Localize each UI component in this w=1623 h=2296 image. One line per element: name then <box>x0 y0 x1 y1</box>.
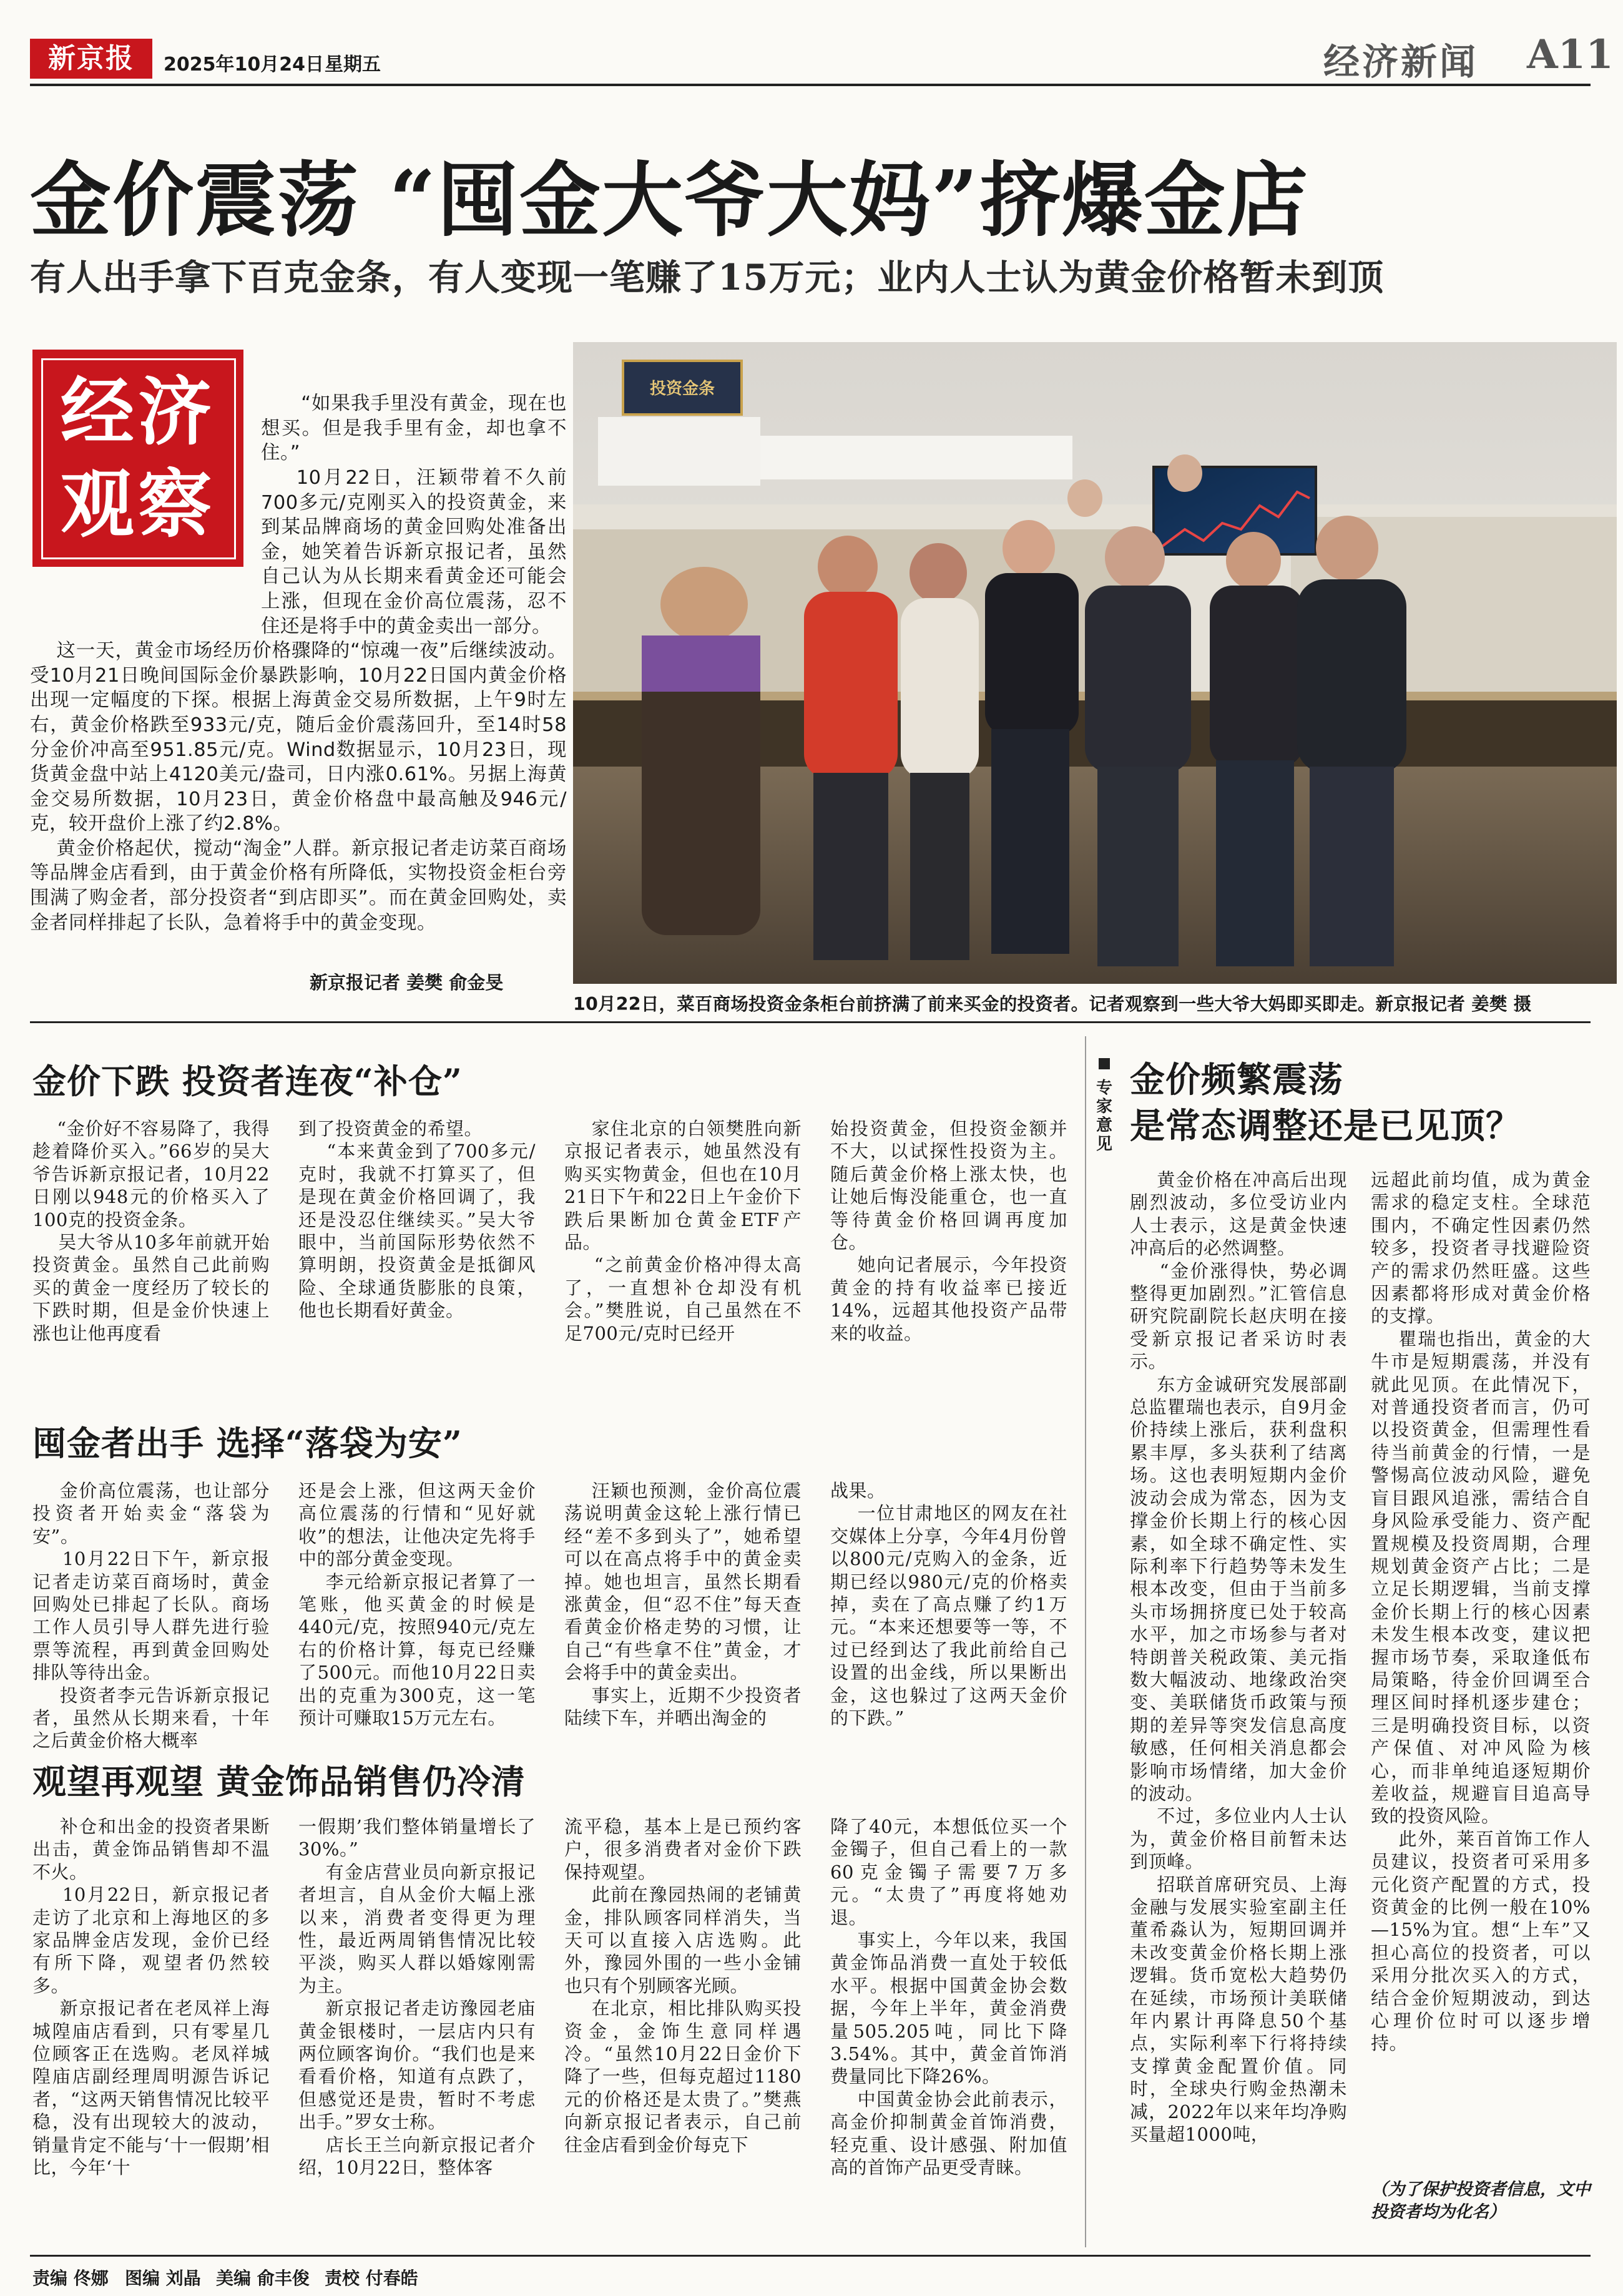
section2-col1: 金价高位震荡，也让部分投资者开始卖金“落袋为安”。 10月22日下午，新京报记者走访菜百商场时，黄金回购处已排起了长队。商场工作人员引导人群先进行验票等流程，再到黄金回购处排队等待出金。 投资者李元告诉新京报记者，虽然从长期来看，十年之后黄金价格大概率 <box>32 1480 270 1752</box>
masthead <box>0 0 1623 81</box>
lead-byline: 新京报记者 姜樊 俞金旻 <box>310 972 504 993</box>
main-headline: 金价震荡 “囤金大爷大妈”挤爆金店 <box>30 152 1309 248</box>
section2-col2: 还是会上涨，但这两天金价高位震荡的行情和“见好就收”的想法，让他决定先将手中的部分黄金变现。 李元给新京报记者算了一笔账，他买黄金的时候是440元/克，按照940元/克左右的价格计算，每克已经赚了500元。而他10月22日卖出的克重为300克，这一笔预计可赚取15万元左右。 <box>298 1480 536 1729</box>
footer-rule <box>30 2255 1591 2257</box>
photo-caption: 10月22日，菜百商场投资金条柜台前挤满了前来买金的投资者。记者观察到一些大爷大妈即买即走。新京报记者 姜樊 摄 <box>573 994 1532 1014</box>
section1-col4: 始投资黄金，但投资金额并不大，以试探性投资为主。随后黄金价格上涨太快，也让她后悔没能重仓，也一直等待黄金价格回调再度加仓。 她向记者展示，今年投资黄金的持有收益率已接近14%，远超其他投资产品带来的收益。 <box>830 1118 1067 1344</box>
section1-col1: “金价好不容易降了，我得趁着降价买入。”66岁的吴大爷告诉新京报记者，10月22日刚以948元的价格买入了100克的投资金条。 吴大爷从10多年前就开始投资黄金。虽然自己此前购买的黄金一度经历了较长的下跌时期，但是金价快速上涨也让他再度看 <box>32 1118 270 1344</box>
badge-line2: 观察 <box>60 461 215 547</box>
section3-col3: 流平稳，基本上是已预约客户，很多消费者对金价下跌保持观望。 此前在豫园热闹的老铺黄金，排队顾客同样消失，当天可以直接入店选购。此外，豫园外围的一些小金铺也只有个别顾客光顾。 在北京，相比排队购买投资金，金饰生意同样遇冷。“虽然10月22日金价下降了一些，但每克超过1180元的价格还是太贵了。”樊燕向新京报记者表示，自己前往金店看到金价每克下 <box>564 1816 802 2156</box>
section2-title: 囤金者出手 选择“落袋为安” <box>32 1423 463 1463</box>
section3-col4: 降了40元，本想低位买一个金镯子，但自己看上的一款60克金镯子需要7万多元。“太贵了”再度将她劝退。 事实上，今年以来，我国黄金饰品消费一直处于较低水平。根据中国黄金协会数据，今年上半年，黄金消费量505.205吨，同比下降3.54%。其中，黄金首饰消费量同比下降26%。 中国黄金协会此前表示，高金价抑制黄金首饰消费，轻克重、设计感强、附加值高的首饰产品更受青睐。 <box>830 1816 1067 2179</box>
footer-art-editor: 美编 俞丰俊 <box>216 2268 310 2289</box>
footer-editor: 责编 佟娜 <box>32 2268 109 2289</box>
photo-sign-text: 投资金条 <box>649 380 715 398</box>
section3-col2: 一假期’我们整体销量增长了30%。” 有金店营业员向新京报记者坦言，自从金价大幅上涨以来，消费者变得更为理性，最近两周销售情况比较平淡，购买人群以婚嫁刚需为主。 新京报记者走访豫园老庙黄金银楼时，一层店内只有两位顾客询价。“我们也是来看看价格，知道有点跌了，但感觉还是贵，暂时不考虑出手。”罗女士称。 店长王兰向新京报记者介绍，10月22日，整体客 <box>298 1816 536 2179</box>
footer-photo-editor: 图编 刘晶 <box>125 2268 201 2289</box>
section2-col3: 汪颖也预测，金价高位震荡说明黄金这轮上涨行情已经“差不多到头了”，她希望可以在高点将手中的黄金卖掉。她也坦言，虽然长期看涨黄金，但“忍不住”每天查看黄金价格走势的习惯，让自己“有些拿不住”黄金，才会将手中的黄金卖出。 事实上，近期不少投资者陆续下车，并晒出淘金的 <box>564 1480 802 1729</box>
expert-col1: 黄金价格在冲高后出现剧烈波动，多位受访业内人士表示，这是黄金快速冲高后的必然调整。 “金价涨得快，势必调整得更加剧烈。”汇管信息研究院副院长赵庆明在接受新京报记者采访时表示。 东方金诚研究发展部副总监瞿瑞也表示，自9月金价持续上涨后，获利盘积累丰厚，多头获利了结离场。这也表明短期内金价波动会成为常态，因为支撑金价长期上行的核心因素，如全球不确定性、实际利率下行趋势等未发生根本改变，但由于当前多头市场拥挤度已处于较高水平，加之市场参与者对特朗普关税政策、美元指数大幅波动、地缘政治突变、美联储货币政策与预期的差异等突发信息高度敏感，任何相关消息都会影响市场情绪，加大金价的波动。 不过，多位业内人士认为，黄金价格目前暂未达到顶峰。 招联首席研究员、上海金融与发展实验室副主任董希淼认为，短期回调并未改变黄金价格长期上涨逻辑。货币宽松大趋势仍在延续，市场预计美联储年内累计再降息50个基点，实际利率下行将持续支撑黄金配置价值。同时，全球央行购金热潮未减，2022年以来年均净购买量超1000吨， <box>1130 1169 1348 2146</box>
masthead-logo: 新京报 <box>30 39 152 79</box>
section1-col3: 家住北京的白领樊胜向新京报记者表示，她虽然没有购买实物黄金，但也在10月21日下午和22日上午金价下跌后果断加仓黄金ETF产品。 “之前黄金价格冲得太高了，一直想补仓却没有机会。”樊胜说，自己虽然在不足700元/克时已经开 <box>564 1118 802 1344</box>
masthead-page: A11 <box>1527 31 1614 78</box>
expert-title-line2: 是常态调整还是已见顶？ <box>1130 1106 1521 1147</box>
expert-col2: 远超此前均值，成为黄金需求的稳定支柱。全球范围内，不确定性因素仍然较多，投资者寻找避险资产的需求仍然旺盛。这些因素都将形成对黄金价格的支撑。 瞿瑞也指出，黄金的大牛市是短期震荡，并没有就此见顶。在此情况下，对普通投资者而言，仍可以投资黄金，但需理性看待当前黄金的行情，一是警惕高位波动风险，避免盲目跟风追涨，需结合自身风险承受能力、资产配置规模及投资周期，合理规划黄金资产占比；二是立足长期逻辑，当前支撑金价长期上行的核心因素未发生根本改变，建议把握市场节奏，采取逢低布局策略，待金价回调至合理区间时择机逐步建仓；三是明确投资目标，以资产保值、对冲风险为核心，而非单纯追逐短期价差收益，规避盲目追高导致的投资风险。 此外，莱百首饰工作人员建议，投资者可采用多元化资产配置的方式，投资黄金的比例一般在10%—15%为宜。想“上车”又担心高位的投资者，可以采用分批次买入的方式，结合金价短期波动，到达心理价位时可以逐步增持。 <box>1371 1169 1591 2054</box>
sub-headline: 有人出手拿下百克金条，有人变现一笔赚了15万元；业内人士认为黄金价格暂未到顶 <box>30 257 1385 298</box>
expert-title-line1: 金价频繁震荡 <box>1130 1059 1343 1101</box>
masthead-section: 经济新闻 <box>1323 41 1479 83</box>
badge-float <box>30 367 261 617</box>
section3-title: 观望再观望 黄金饰品销售仍冷清 <box>32 1762 526 1802</box>
expert-tag-marker <box>1099 1058 1110 1069</box>
section-divider-top <box>30 1021 1591 1023</box>
lead-article <box>30 342 567 991</box>
masthead-weekday: 星期五 <box>325 54 381 76</box>
section1-col2: 到了投资黄金的希望。 “本来黄金到了700多元/克时，我就不打算买了，但是现在黄金价格回调了，我还是没忍住继续买。”吴大爷眼中，当前国际形势依然不算明朗，投资黄金是抵御风险、全球通货膨胀的良策，他也长期看好黄金。 <box>298 1118 536 1322</box>
expert-vertical-rule <box>1085 1036 1086 2247</box>
badge-line1: 经济 <box>60 368 215 455</box>
section1-title: 金价下跌 投资者连夜“补仓” <box>32 1061 463 1101</box>
section2-col4: 战果。 一位甘肃地区的网友在社交媒体上分享，今年4月份曾以800元/克购入的金条，近期已经以980元/克的价格卖掉，卖在了高点赚了约1万元。“本来还想要等一等，不过已经到达了我此前给自己设置的出金线，所以果断出金，这也躲过了这两天金价的下跌。” <box>830 1480 1067 1729</box>
expert-tag: 专家意见 <box>1096 1079 1113 1154</box>
section3-col1: 补仓和出金的投资者果断出击，黄金饰品销售却不温不火。 10月22日，新京报记者走访了北京和上海地区的多家品牌金店发现，金价已经有所下降，观望者仍然较多。 新京报记者在老凤祥上海城隍庙店看到，只有零星几位顾客正在选购。老凤祥城隍庙店副经理周明源告诉记者，“这两天销售情况比较平稳，没有出现较大的波动，销量肯定不能与‘十一假期’相比，今年‘十 <box>32 1816 270 2179</box>
photo-scene <box>573 342 1617 984</box>
investor-name-note: （为了保护投资者信息，文中投资者均为化名） <box>1371 2180 1591 2222</box>
footer-proofreader: 责校 付春皓 <box>325 2268 418 2289</box>
news-photo <box>573 342 1617 984</box>
lead-text: “如果我手里没有黄金，现在也想买。但是我手里有金，却也拿不住。” 10月22日，汪颖带着不久前700多元/克刚买入的投资黄金，来到某品牌商场的黄金回购处准备出金，她笑着告诉新京报记者，虽然自己认为从长期来看黄金还可能会上涨，但现在金价高位震荡，忍不住还是将手中的黄金卖出一部分。 这一天，黄金市场经历价格骤降的“惊魂一夜”后继续波动。受10月21日晚间国际金价暴跌影响，10月22日国内黄金价格出现一定幅度的下探。根据上海黄金交易所数据，上午9时左右，黄金价格跌至933元/克，随后金价震荡回升，至14时58分金价冲高至951.85元/克。Wind数据显示，10月23日，现货黄金盘中站上4120美元/盎司，日内涨0.61%。另据上海黄金交易所数据，10月23日，黄金价格盘中最高触及946元/克，较开盘价上涨了约2.8%。 黄金价格起伏，搅动“淘金”人群。新京报记者走访菜百商场等品牌金店看到，由于黄金价格有所降低，实物投资金柜台旁围满了购金者，部分投资者“到店即买”。而在黄金回购处，卖金者同样排起了长队，急着将手中的黄金变现。 <box>30 393 567 934</box>
masthead-rule <box>30 84 1591 86</box>
masthead-date: 2025年10月24日 <box>164 54 324 76</box>
